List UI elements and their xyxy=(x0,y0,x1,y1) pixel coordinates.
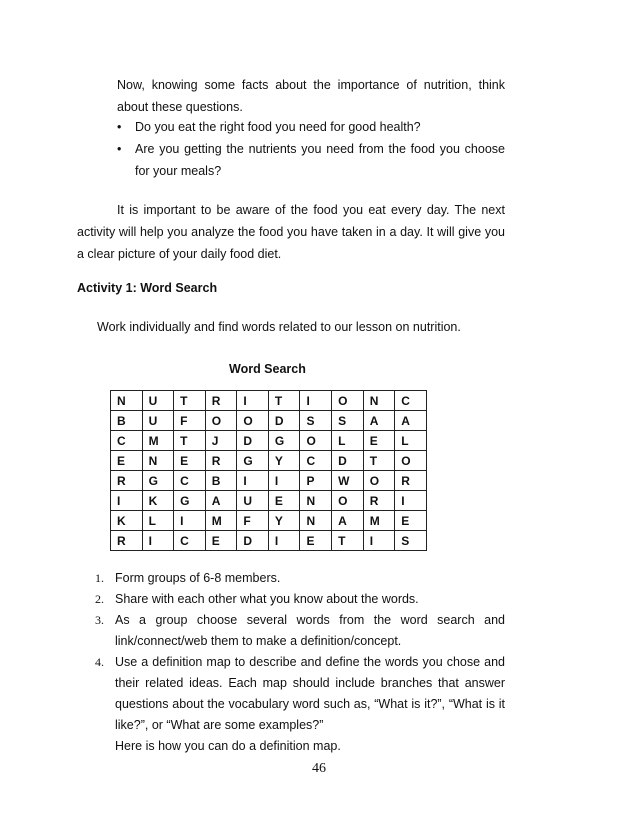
step-number: 1. xyxy=(95,571,104,585)
grid-row xyxy=(111,491,427,511)
grid-cell: L xyxy=(332,431,364,451)
grid-cell: I xyxy=(395,491,427,511)
grid-cell: Y xyxy=(268,451,300,471)
grid-cell: I xyxy=(237,391,269,411)
grid-row xyxy=(111,391,427,411)
grid-row xyxy=(111,511,427,531)
grid-cell: N xyxy=(363,391,395,411)
grid-row xyxy=(111,471,427,491)
question-list xyxy=(117,116,505,182)
grid-cell: D xyxy=(332,451,364,471)
step-text: As a group choose several words from the word search and link/connect/web them to make a definition/concept. xyxy=(115,613,505,648)
grid-cell: Y xyxy=(268,511,300,531)
grid-cell: T xyxy=(174,431,206,451)
list-item xyxy=(117,138,505,182)
grid-cell: S xyxy=(332,411,364,431)
grid-row xyxy=(111,531,427,551)
grid-cell: I xyxy=(237,471,269,491)
grid-cell: F xyxy=(237,511,269,531)
grid-cell: I xyxy=(300,391,332,411)
grid-cell: U xyxy=(142,391,174,411)
grid-cell: R xyxy=(111,471,143,491)
grid-cell: U xyxy=(237,491,269,511)
grid-cell: C xyxy=(395,391,427,411)
grid-cell: E xyxy=(205,531,237,551)
grid-cell: G xyxy=(237,451,269,471)
grid-cell: R xyxy=(363,491,395,511)
grid-cell: G xyxy=(174,491,206,511)
grid-row xyxy=(111,431,427,451)
list-item xyxy=(117,116,505,138)
grid-cell: N xyxy=(111,391,143,411)
grid-cell: I xyxy=(111,491,143,511)
grid-cell: W xyxy=(332,471,364,491)
step-number: 4. xyxy=(95,655,104,669)
step-text: Share with each other what you know about the words. xyxy=(115,592,419,606)
grid-cell: U xyxy=(142,411,174,431)
grid-cell: D xyxy=(268,411,300,431)
grid-cell: G xyxy=(142,471,174,491)
grid-cell: N xyxy=(142,451,174,471)
grid-cell: M xyxy=(363,511,395,531)
grid-cell: T xyxy=(332,531,364,551)
grid-cell: E xyxy=(268,491,300,511)
grid-cell: R xyxy=(395,471,427,491)
grid-cell: O xyxy=(332,491,364,511)
grid-cell: D xyxy=(237,431,269,451)
step-item xyxy=(95,652,505,757)
grid-cell: J xyxy=(205,431,237,451)
grid-cell: F xyxy=(174,411,206,431)
grid-cell: R xyxy=(205,451,237,471)
grid-cell: R xyxy=(205,391,237,411)
grid-cell: M xyxy=(142,431,174,451)
grid-cell: E xyxy=(300,531,332,551)
grid-cell: O xyxy=(237,411,269,431)
grid-cell: I xyxy=(268,531,300,551)
list-item-text: Do you eat the right food you need for good health? xyxy=(135,120,421,134)
grid-cell: T xyxy=(363,451,395,471)
grid-cell: I xyxy=(268,471,300,491)
word-search-title: Word Search xyxy=(229,362,306,376)
grid-cell: L xyxy=(142,511,174,531)
grid-cell: T xyxy=(174,391,206,411)
grid-cell: T xyxy=(268,391,300,411)
awareness-paragraph: It is important to be aware of the food you eat every day. The next activity will help you analyze the food you have taken in a day. It will give you a clear picture of your daily food diet. xyxy=(77,203,505,261)
grid-cell: K xyxy=(111,511,143,531)
grid-cell: S xyxy=(300,411,332,431)
grid-cell: E xyxy=(174,451,206,471)
grid-cell: N xyxy=(300,491,332,511)
grid-cell: E xyxy=(363,431,395,451)
grid-cell: O xyxy=(395,451,427,471)
grid-cell: D xyxy=(237,531,269,551)
intro-paragraph: Now, knowing some facts about the importance of nutrition, think about these questions. xyxy=(117,78,505,114)
step-text: Form groups of 6-8 members. xyxy=(115,571,281,585)
bullet-icon: • xyxy=(117,142,122,156)
grid-cell: I xyxy=(363,531,395,551)
activity-title: Activity 1: Word Search xyxy=(77,281,218,295)
grid-cell: N xyxy=(300,511,332,531)
bullet-icon: • xyxy=(117,120,122,134)
grid-cell: B xyxy=(111,411,143,431)
grid-row xyxy=(111,451,427,471)
steps-list xyxy=(95,568,505,757)
grid-cell: O xyxy=(363,471,395,491)
step-item xyxy=(95,610,505,652)
grid-cell: O xyxy=(300,431,332,451)
grid-cell: S xyxy=(395,531,427,551)
grid-cell: A xyxy=(332,511,364,531)
step-text: Use a definition map to describe and define the words you chose and their related ideas. Each map should include branches that answer questions about the vocabulary word such as, “What is it?”, “What is it like?”, or “What are some examples?” xyxy=(115,655,505,732)
grid-cell: C xyxy=(300,451,332,471)
grid-cell: K xyxy=(142,491,174,511)
grid-cell: A xyxy=(205,491,237,511)
grid-cell: E xyxy=(395,511,427,531)
grid-cell: O xyxy=(332,391,364,411)
page-number: 46 xyxy=(312,761,326,776)
grid-cell: I xyxy=(174,511,206,531)
step-number: 3. xyxy=(95,613,104,627)
grid-cell: C xyxy=(174,471,206,491)
grid-row xyxy=(111,411,427,431)
grid-cell: O xyxy=(205,411,237,431)
grid-cell: A xyxy=(395,411,427,431)
grid-cell: P xyxy=(300,471,332,491)
step-item xyxy=(95,568,505,589)
grid-cell: G xyxy=(268,431,300,451)
word-search-grid xyxy=(110,390,427,551)
grid-cell: B xyxy=(205,471,237,491)
grid-cell: R xyxy=(111,531,143,551)
step-item xyxy=(95,589,505,610)
grid-cell: M xyxy=(205,511,237,531)
list-item-text: Are you getting the nutrients you need from the food you choose for your meals? xyxy=(135,142,505,178)
grid-cell: I xyxy=(142,531,174,551)
grid-cell: C xyxy=(174,531,206,551)
grid-cell: E xyxy=(111,451,143,471)
grid-cell: L xyxy=(395,431,427,451)
step-number: 2. xyxy=(95,592,104,606)
grid-cell: A xyxy=(363,411,395,431)
activity-instruction: Work individually and find words related to our lesson on nutrition. xyxy=(97,320,461,334)
step-note: Here is how you can do a definition map. xyxy=(115,739,341,753)
grid-cell: C xyxy=(111,431,143,451)
